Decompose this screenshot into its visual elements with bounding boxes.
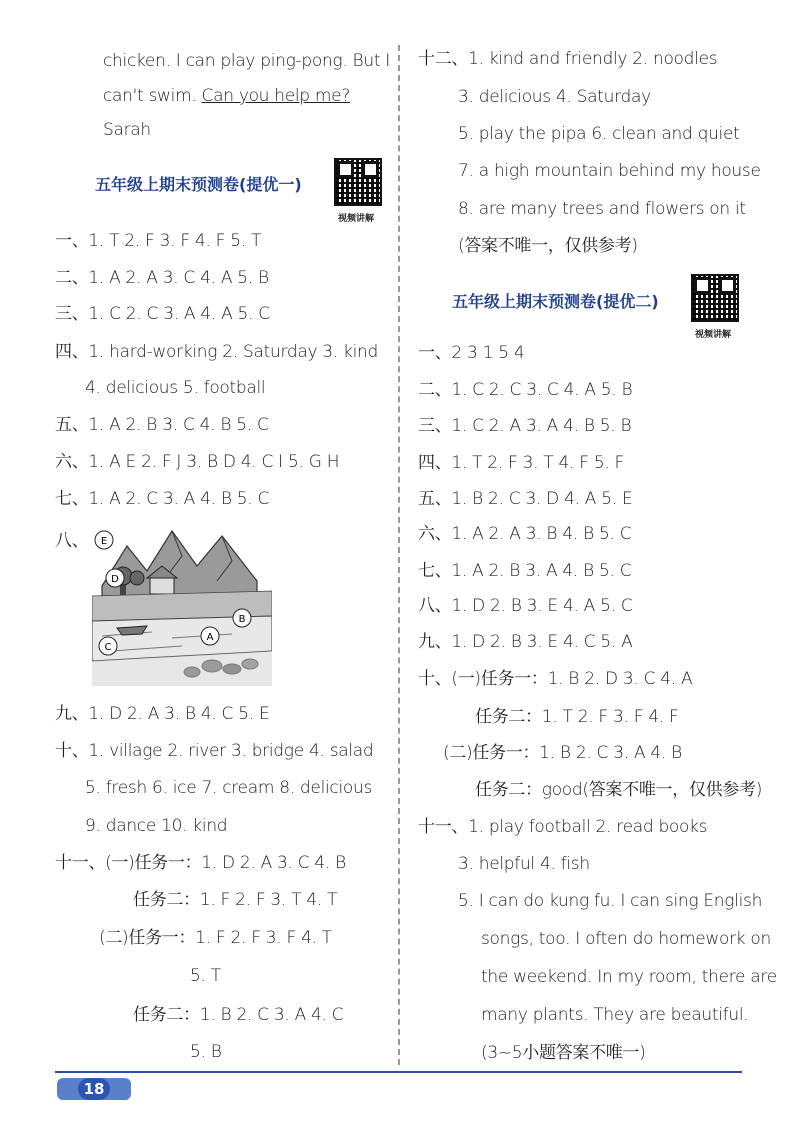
- answer-line: 十一、1. play football 2. read books: [418, 817, 708, 837]
- answer-line: 四、1. hard-working 2. Saturday 3. kind: [55, 342, 378, 362]
- answer-line: 五、1. A 2. B 3. C 4. B 5. C: [55, 415, 269, 435]
- answer-line: 四、1. T 2. F 3. T 4. F 5. F: [418, 453, 625, 473]
- answer-line: 三、1. C 2. C 3. A 4. A 5. C: [55, 304, 270, 324]
- answer-line: 十、(一)任务一：1. B 2. D 3. C 4. A: [418, 669, 693, 689]
- intro-text: can't swim.: [103, 86, 197, 106]
- answer-line: 4. delicious 5. football: [85, 378, 266, 398]
- answer-line: 十一、(一)任务一：1. D 2. A 3. C 4. B: [55, 853, 346, 873]
- intro-underlined: Can you help me?: [201, 86, 351, 106]
- answer-line: 七、1. A 2. C 3. A 4. B 5. C: [55, 489, 270, 509]
- answer-line: 任务二：good(答案不唯一，仅供参考): [475, 780, 763, 800]
- answer-line: 八、: [55, 531, 89, 551]
- exam2-title: 五年级上期末预测卷(提优二): [452, 292, 659, 311]
- page-number: 18: [78, 1078, 111, 1100]
- answer-line: 六、1. A E 2. F J 3. B D 4. C I 5. G H: [55, 452, 340, 472]
- answer-line: 5. play the pipa 6. clean and quiet: [458, 124, 740, 144]
- column-divider: [398, 45, 400, 1065]
- picture-label-c: C: [104, 642, 112, 653]
- answer-line: 九、1. D 2. A 3. B 4. C 5. E: [55, 704, 270, 724]
- picture-label-a: A: [206, 632, 214, 643]
- answer-note: (3~5小题答案不唯一): [481, 1043, 646, 1063]
- answer-line: 二、1. A 2. A 3. C 4. A 5. B: [55, 268, 269, 288]
- answer-line: songs, too. I often do homework on: [481, 929, 771, 949]
- answer-line: 任务二：1. F 2. F 3. T 4. T: [133, 890, 338, 910]
- answer-line: 一、1. T 2. F 3. F 4. F 5. T: [55, 231, 262, 251]
- qr-code-icon[interactable]: [691, 274, 739, 322]
- footer-rule: [55, 1071, 742, 1073]
- intro-line-2: [103, 85, 350, 107]
- answer-line: many plants. They are beautiful.: [481, 1005, 749, 1025]
- answer-line: 任务二：1. B 2. C 3. A 4. C: [133, 1005, 344, 1025]
- answer-line: 五、1. B 2. C 3. D 4. A 5. E: [418, 489, 633, 509]
- answer-line: 8. are many trees and flowers on it: [458, 199, 746, 219]
- answer-line: 9. dance 10. kind: [85, 816, 228, 836]
- answer-line: 5. T: [190, 966, 221, 986]
- qr-code-icon[interactable]: [334, 158, 382, 206]
- answer-line: 六、1. A 2. A 3. B 4. B 5. C: [418, 524, 632, 544]
- answer-line: 八、1. D 2. B 3. E 4. A 5. C: [418, 596, 633, 616]
- answer-line: 三、1. C 2. A 3. A 4. B 5. B: [418, 416, 632, 436]
- answer-line: 任务二：1. T 2. F 3. F 4. F: [475, 707, 679, 727]
- answer-line: 十、1. village 2. river 3. bridge 4. salad: [55, 741, 374, 761]
- answer-line: 二、1. C 2. C 3. C 4. A 5. B: [418, 380, 633, 400]
- intro-signature: Sarah: [103, 120, 151, 140]
- picture-label-d: D: [111, 574, 119, 585]
- answer-line: the weekend. In my room, there are: [481, 967, 777, 987]
- intro-line-1: chicken. I can play ping-pong. But I: [103, 51, 391, 71]
- answer-line: 7. a high mountain behind my house: [458, 161, 761, 181]
- answer-note: (答案不唯一，仅供参考): [458, 236, 638, 256]
- page-number-badge: [57, 1078, 131, 1100]
- answer-line: (二)任务一：1. F 2. F 3. F 4. T: [99, 928, 332, 948]
- answer-line: (二)任务一：1. B 2. C 3. A 4. B: [443, 743, 682, 763]
- picture-label-b: B: [238, 614, 246, 625]
- qr-label: 视频讲解: [695, 330, 732, 340]
- answer-line: 一、2 3 1 5 4: [418, 343, 525, 363]
- answer-line: 九、1. D 2. B 3. E 4. C 5. A: [418, 632, 633, 652]
- answer-line: 5. fresh 6. ice 7. cream 8. delicious: [85, 778, 373, 798]
- answer-line: 七、1. A 2. B 3. A 4. B 5. C: [418, 561, 632, 581]
- answer-line: 3. helpful 4. fish: [458, 854, 590, 874]
- picture-label-e: E: [100, 536, 108, 547]
- exam1-title: 五年级上期末预测卷(提优一): [95, 175, 302, 194]
- landscape-illustration: [92, 526, 272, 686]
- answer-line: 十二、1. kind and friendly 2. noodles: [418, 49, 718, 69]
- answer-line: 3. delicious 4. Saturday: [458, 87, 651, 107]
- answer-line: 5. B: [190, 1042, 222, 1062]
- answer-line: 5. I can do kung fu. I can sing English: [458, 891, 763, 911]
- qr-label: 视频讲解: [338, 214, 375, 224]
